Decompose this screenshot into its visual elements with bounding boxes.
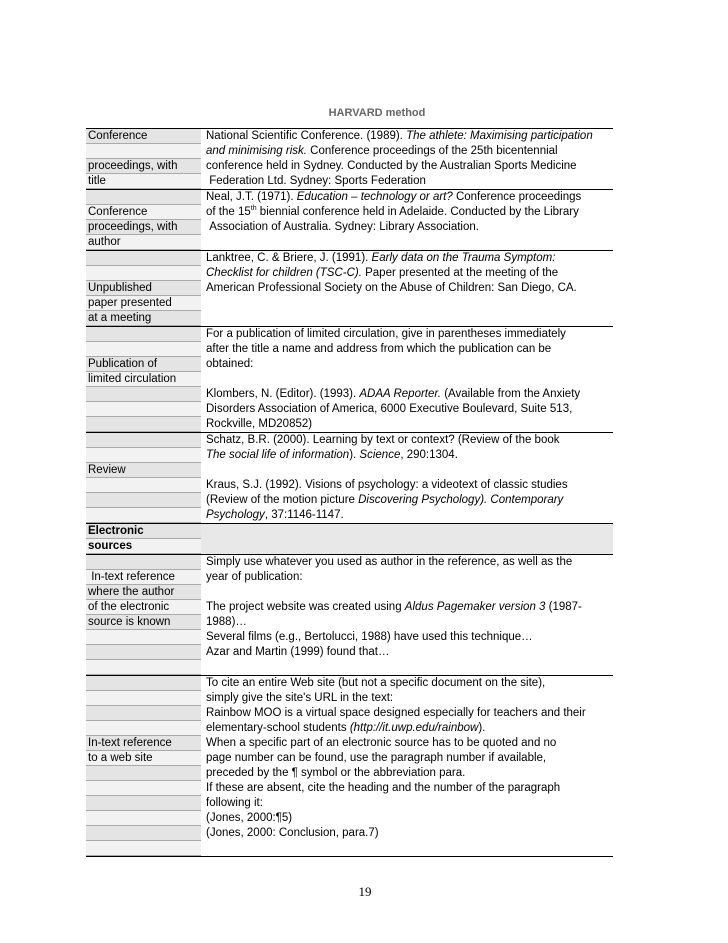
label-line: at a meeting — [88, 312, 152, 324]
row-label-cell — [86, 129, 201, 189]
row-label-cell — [86, 555, 201, 675]
content-line — [206, 463, 607, 478]
content-line: American Professional Society on the Abuse of Children: San Diego, CA. — [206, 282, 577, 294]
content-line: elementary-school students (http://it.uwp.edu/rainbow). — [206, 722, 486, 734]
content-line: Klombers, N. (Editor). (1993). ADAA Reporter. (Available from the Anxiety — [206, 388, 581, 400]
content-line: (Jones, 2000:¶5) — [206, 812, 293, 824]
label-line: Conference — [88, 206, 148, 218]
content-line — [206, 311, 607, 326]
content-line: simply give the site's URL in the text: — [206, 692, 394, 704]
page-title: HARVARD method — [328, 107, 426, 119]
content-line: Kraus, S.J. (1992). Visions of psychology: a videotext of classic studies — [206, 479, 568, 491]
content-line: The project website was created using Aldus Pagemaker version 3 (1987- — [206, 601, 582, 613]
content-line: obtained: — [206, 358, 254, 370]
content-line — [206, 585, 607, 600]
content-line: year of publication: — [206, 571, 303, 583]
content-line: conference held in Sydney. Conducted by the Australian Sports Medicine — [206, 160, 577, 172]
content-line: The social life of information). Science, 290:1304. — [206, 449, 458, 461]
label-line: Conference — [88, 130, 148, 142]
row-label — [86, 251, 201, 326]
label-line: where the author — [88, 586, 175, 598]
label-line: proceedings, with — [88, 221, 178, 233]
label-line: Publication of — [88, 358, 158, 370]
row-label — [86, 555, 201, 675]
row-content-cell — [201, 555, 613, 675]
page-number: 19 — [358, 884, 372, 899]
label-line: Electronic — [88, 525, 144, 537]
row-label — [86, 327, 201, 432]
row-label — [86, 524, 201, 554]
content-line: Checklist for children (TSC-C). Paper presented at the meeting of the — [206, 267, 559, 279]
label-line — [88, 417, 201, 432]
label-line — [88, 781, 201, 796]
content-line — [206, 841, 607, 856]
row-label — [86, 676, 201, 856]
table-row — [86, 129, 613, 190]
label-line: source is known — [88, 616, 171, 628]
content-line: (Jones, 2000: Conclusion, para.7) — [206, 827, 379, 839]
harvard-table — [86, 128, 613, 857]
table-row — [86, 433, 613, 524]
content-line — [206, 372, 607, 387]
table-row — [86, 676, 613, 857]
content-line: If these are absent, cite the heading and the number of the paragraph — [206, 782, 561, 794]
label-line — [88, 478, 201, 493]
row-label — [86, 129, 201, 189]
label-line — [88, 660, 201, 675]
label-line — [88, 190, 201, 205]
content-line: Azar and Martin (1999) found that… — [206, 646, 390, 658]
content-line: Rainbow MOO is a virtual space designed especially for teachers and their — [206, 707, 586, 719]
label-line: In-text reference — [88, 737, 172, 749]
label-line — [88, 811, 201, 826]
row-label-cell — [86, 676, 201, 856]
label-line — [88, 691, 201, 706]
label-line: title — [88, 175, 106, 187]
content-line: Disorders Association of America, 6000 Executive Boulevard, Suite 513, — [206, 403, 573, 415]
label-line: Unpublished — [88, 282, 152, 294]
content-line — [206, 235, 607, 250]
table-row — [86, 190, 613, 251]
label-line — [88, 402, 201, 417]
row-label-cell — [86, 190, 201, 250]
row-label — [86, 433, 201, 523]
label-line — [88, 555, 201, 570]
label-line: sources — [88, 540, 133, 552]
content-line: Federation Ltd. Sydney: Sports Federation — [206, 175, 426, 187]
label-line — [88, 630, 201, 645]
label-line: proceedings, with — [88, 160, 178, 172]
content-line: Neal, J.T. (1971). Education – technology or art? Conference proceedings — [206, 191, 582, 203]
content-line — [206, 296, 607, 311]
label-line — [88, 251, 201, 266]
label-line: to a web site — [88, 752, 153, 764]
label-line — [88, 766, 201, 781]
table-row — [86, 555, 613, 676]
content-line: 1988)… — [206, 616, 247, 628]
content-line: To cite an entire Web site (but not a specific document on the site), — [206, 677, 546, 689]
content-line: Several films (e.g., Bertolucci, 1988) have used this technique… — [206, 631, 533, 643]
content-line: Schatz, B.R. (2000). Learning by text or context? (Review of the book — [206, 434, 560, 446]
row-content-cell — [201, 251, 613, 326]
content-line: Psychology, 37:1146-1147. — [206, 509, 344, 521]
content-line: National Scientific Conference. (1989). The athlete: Maximising participation — [206, 130, 593, 142]
content-line — [206, 660, 607, 675]
content-line: preceded by the ¶ symbol or the abbreviation para. — [206, 767, 466, 779]
label-line — [88, 327, 201, 342]
content-line: For a publication of limited circulation, give in parentheses immediately — [206, 328, 566, 340]
label-line — [88, 448, 201, 463]
content-line: Rockville, MD20852) — [206, 418, 313, 430]
label-line: author — [88, 236, 121, 248]
label-line: In-text reference — [88, 571, 175, 583]
table-row — [86, 327, 613, 433]
row-label-cell — [86, 433, 201, 523]
row-label-cell — [86, 327, 201, 432]
row-content-cell — [201, 433, 613, 523]
label-line — [88, 266, 201, 281]
section-header-row — [86, 524, 613, 555]
row-content-cell — [201, 327, 613, 432]
content-line — [206, 539, 607, 554]
label-line — [88, 387, 201, 402]
row-label — [86, 190, 201, 250]
content-line: after the title a name and address from which the publication can be — [206, 343, 552, 355]
row-label-cell — [86, 524, 201, 554]
content-line: Lanktree, C. & Briere, J. (1991). Early data on the Trauma Symptom: — [206, 252, 556, 264]
label-line — [88, 342, 201, 357]
table-row — [86, 251, 613, 327]
label-line — [88, 144, 201, 159]
label-line — [88, 645, 201, 660]
content-line: Simply use whatever you used as author in the reference, as well as the — [206, 556, 573, 568]
content-line: page number can be found, use the paragraph number if available, — [206, 752, 547, 764]
content-line: and minimising risk. Conference proceedings of the 25th bicentennial — [206, 145, 558, 157]
label-line — [88, 433, 201, 448]
content-line: Association of Australia. Sydney: Library Association. — [206, 221, 479, 233]
label-line — [88, 676, 201, 691]
label-line — [88, 706, 201, 721]
label-line: Review — [88, 464, 126, 476]
label-line — [88, 796, 201, 811]
label-line: paper presented — [88, 297, 172, 309]
label-line — [88, 826, 201, 841]
content-line: (Review of the motion picture Discovering Psychology). Contemporary — [206, 494, 564, 506]
content-line: of the 15th biennial conference held in Adelaide. Conducted by the Library — [206, 205, 579, 218]
label-line — [88, 508, 201, 523]
content-line: When a specific part of an electronic source has to be quoted and no — [206, 737, 557, 749]
row-label-cell — [86, 251, 201, 326]
row-content-cell — [201, 190, 613, 250]
content-line: following it: — [206, 797, 263, 809]
label-line — [88, 841, 201, 856]
row-content-cell — [201, 676, 613, 856]
row-content-cell — [201, 129, 613, 189]
content-line — [206, 524, 607, 539]
label-line: limited circulation — [88, 373, 177, 385]
label-line: of the electronic — [88, 601, 170, 613]
label-line — [88, 721, 201, 736]
row-content-cell — [201, 524, 613, 554]
label-line — [88, 493, 201, 508]
